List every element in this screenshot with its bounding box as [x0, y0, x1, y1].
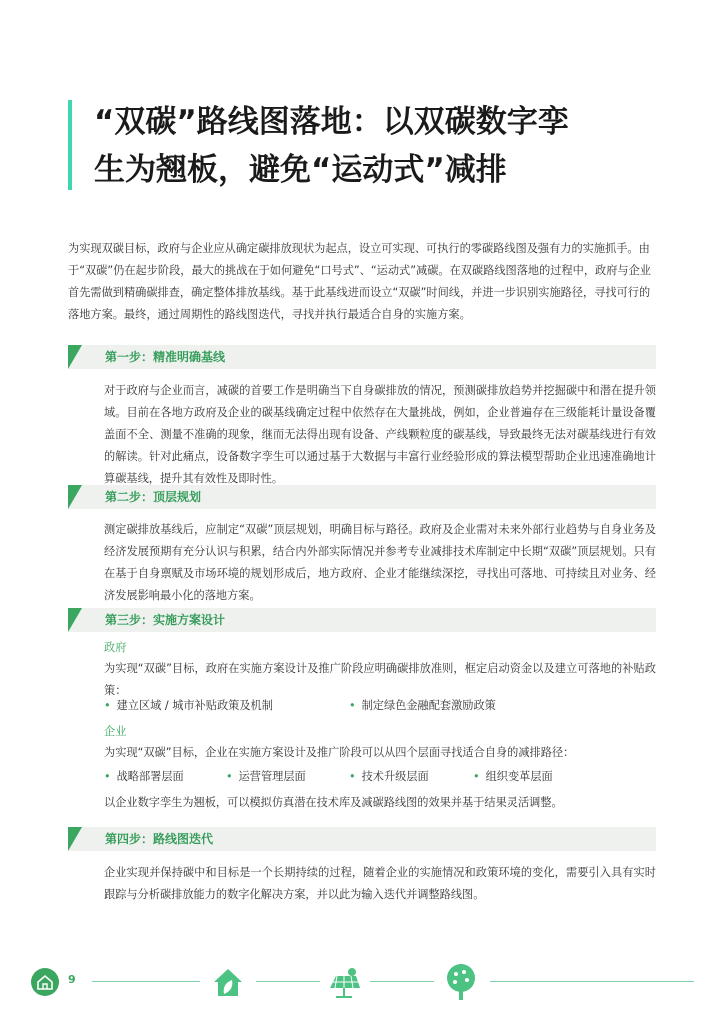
intro-paragraph: 为实现双碳目标，政府与企业应从确定碳排放现状为起点，设立可实现、可执行的零碳路线图及强有力的实施抓手。由于“双碳”仍在起步阶段，最大的挑战在于如何避免“口号式”、“运动式”减碳。在双碳路线图落地的过程中，政府与企业首先需做到精确碳排查，确定整体排放基线。基于此基线进而设立“双碳”时间线，并进一步识别实施路径，寻找可行的落地方案。最终，通过周期性的路线图迭代，寻找并执行最适合自身的实施方案。: [68, 242, 651, 321]
step-4-header: [68, 827, 656, 851]
bullet-dot-icon: •: [226, 770, 233, 783]
home-circle-icon: [30, 967, 60, 997]
step-marker-icon: [68, 485, 82, 509]
bullet-dot-icon: •: [473, 770, 480, 783]
list-item: • 技术升级层面: [349, 770, 429, 783]
footer-divider: [256, 981, 320, 982]
page-title-line-1: “双碳”路线图落地：以双碳数字孪: [94, 104, 569, 140]
title-accent-bar: [68, 100, 72, 190]
green-house-icon: [210, 964, 246, 1000]
list-item: • 运营管理层面: [226, 770, 306, 783]
bullet-dot-icon: •: [349, 699, 356, 712]
page-footer: [30, 962, 694, 1002]
footer-divider: [370, 981, 434, 982]
step-2-body: 测定碳排放基线后，应制定“双碳”顶层规划，明确目标与路径。政府及企业需对未来外部行业趋势与自身业务及经济发展预期有充分认识与积累，结合内外部实际情况并参考专业减排技术库制定中长期“双碳”顶层规划。只有在基于自身禀赋及市场环境的规划形成后，地方政府、企业才能继续深挖，寻找出可落地、可持续且对业务、经济发展影响最小化的落地方案。: [104, 523, 656, 602]
footer-divider: [490, 981, 694, 982]
bullet-dot-icon: •: [104, 699, 111, 712]
step-4-body: 企业实现并保持碳中和目标是一个长期持续的过程，随着企业的实施情况和政策环境的变化，需要引入具有实时跟踪与分析碳排放能力的数字化解决方案，并以此为输入迭代并调整路线图。: [104, 866, 656, 901]
list-item: • 制定绿色金融配套激励政策: [349, 699, 496, 712]
step-1-header: [68, 345, 656, 369]
step-2-header: [68, 485, 656, 509]
step-1-label: 第一步：精准明确基线: [105, 350, 226, 364]
solar-panel-icon: [326, 964, 362, 1000]
list-item: • 建立区域 / 城市补贴政策及机制: [104, 699, 273, 712]
step-3-label: 第三步：实施方案设计: [105, 613, 226, 627]
step-4-label: 第四步：路线图迭代: [105, 832, 214, 846]
page-title: [94, 98, 569, 194]
step-1-body: 对于政府与企业而言，减碳的首要工作是明确当下自身碳排放的情况，预测碳排放趋势并挖掘碳中和潜在提升领域。目前在各地方政府及企业的碳基线确定过程中依然存在大量挑战，例如，企业普遍存在三级能耗计量设备覆盖面不全、测量不准确的现象，继而无法得出现有设备、产线颗粒度的碳基线，导致最终无法对碳基线进行有效的解读。针对此痛点，设备数字孪生可以通过基于大数据与丰富行业经验形成的算法模型帮助企业迅速准确地计算碳基线，提升其有效性及即时性。: [104, 384, 656, 485]
footer-divider: [92, 981, 200, 982]
bullet-dot-icon: •: [104, 770, 111, 783]
government-body: 为实现“双碳”目标，政府在实施方案设计及推广阶段应明确碳排放准则，框定启动资金以及建立可落地的补贴政策：: [104, 662, 656, 697]
enterprise-subheading: 企业: [104, 725, 127, 738]
step-marker-icon: [68, 827, 82, 851]
step-marker-icon: [68, 345, 82, 369]
page-number: 9: [68, 973, 76, 986]
step-marker-icon: [68, 608, 82, 632]
step-3-closing: 以企业数字孪生为翘板，可以模拟仿真潜在技术库及减碳路线图的效果并基于结果灵活调整。: [104, 796, 563, 809]
list-item: • 组织变革层面: [473, 770, 553, 783]
step-3-header: [68, 608, 656, 632]
tree-icon: [442, 962, 480, 1002]
bullet-dot-icon: •: [349, 770, 356, 783]
page-title-line-2: 生为翘板，避免“运动式”减排: [94, 152, 507, 188]
step-2-label: 第二步：顶层规划: [105, 490, 202, 504]
enterprise-body: 为实现“双碳”目标，企业在实施方案设计及推广阶段可以从四个层面寻找适合自身的减排路径：: [104, 746, 575, 759]
list-item: • 战略部署层面: [104, 770, 184, 783]
government-subheading: 政府: [104, 641, 127, 654]
